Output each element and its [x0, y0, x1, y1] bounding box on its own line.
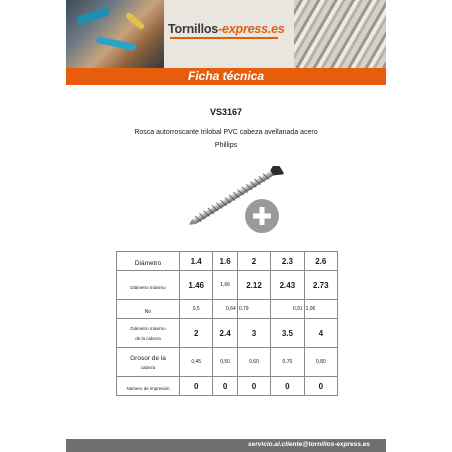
logo-underline [170, 37, 278, 39]
table-cell: 1.4 [180, 252, 213, 271]
table-cell: 0 [271, 377, 304, 396]
table-row-head-thickness [117, 348, 338, 377]
table-row-max-diameter [117, 271, 338, 300]
plus-circle-icon [245, 199, 279, 233]
table-cell: 0,60 [237, 348, 270, 377]
screw-image [178, 166, 298, 238]
table-cell: 0 [237, 377, 270, 396]
table-cell: 0 [304, 377, 337, 396]
technical-sheet [66, 0, 386, 452]
screws-photo [294, 0, 386, 68]
row-label: No [117, 300, 180, 319]
table-row-head-diameter [117, 319, 338, 348]
header-banner [66, 0, 386, 68]
table-row-print-number [117, 377, 338, 396]
table-cell: 0,80 [304, 348, 337, 377]
table-cell: 1,06 [304, 300, 337, 319]
table-row-no [117, 300, 338, 319]
table-cell: 2.73 [304, 271, 337, 300]
table-cell: 0 [213, 377, 237, 396]
table-cell: 0,79 [237, 300, 270, 319]
table-cell: 2.3 [271, 252, 304, 271]
row-label: Diámetro [117, 252, 180, 271]
table-cell: 0,64 [213, 300, 237, 319]
table-cell: 0,91 [271, 300, 304, 319]
table-row-diameter [117, 252, 338, 271]
table-cell: 1.6 [213, 252, 237, 271]
spec-table [116, 251, 338, 396]
table-cell: 0,5 [180, 300, 213, 319]
table-cell: 2.43 [271, 271, 304, 300]
table-cell: 2.6 [304, 252, 337, 271]
tools-photo [66, 0, 164, 68]
table-cell: 4 [304, 319, 337, 348]
row-label: Número de impresión [117, 377, 180, 396]
brand-main: Tornillos [168, 22, 219, 36]
contact-email[interactable]: servicio.al.cliente@tornillos-express.es [248, 441, 370, 448]
brand-logo [168, 22, 285, 36]
description-line-1: Rosca autorroscante trilobal PVC cabeza avellanada acero [134, 129, 318, 136]
table-cell: 0,45 [180, 348, 213, 377]
description-line-2: Phillips [214, 142, 238, 149]
table-cell: 0 [180, 377, 213, 396]
table-cell: 3.5 [271, 319, 304, 348]
section-title: Ficha técnica [187, 69, 265, 83]
footer-bar [66, 439, 386, 452]
table-cell: 3 [237, 319, 270, 348]
row-label: Grosor de la cabeza [117, 348, 180, 377]
table-cell: 1.46 [180, 271, 213, 300]
product-code: VS3167 [209, 107, 243, 117]
section-title-bar [66, 68, 386, 85]
table-cell: 2.12 [237, 271, 270, 300]
table-cell: 0,70 [271, 348, 304, 377]
table-cell: 1,66 [213, 271, 237, 300]
brand-accent: -express.es [218, 22, 285, 36]
row-label: Diámetro máximo [117, 271, 180, 300]
row-label: Diámetro máximo de la cabeza [117, 319, 180, 348]
table-cell: 0,50 [213, 348, 237, 377]
table-cell: 2 [237, 252, 270, 271]
table-cell: 2.4 [213, 319, 237, 348]
product-description [106, 126, 346, 152]
table-cell: 2 [180, 319, 213, 348]
